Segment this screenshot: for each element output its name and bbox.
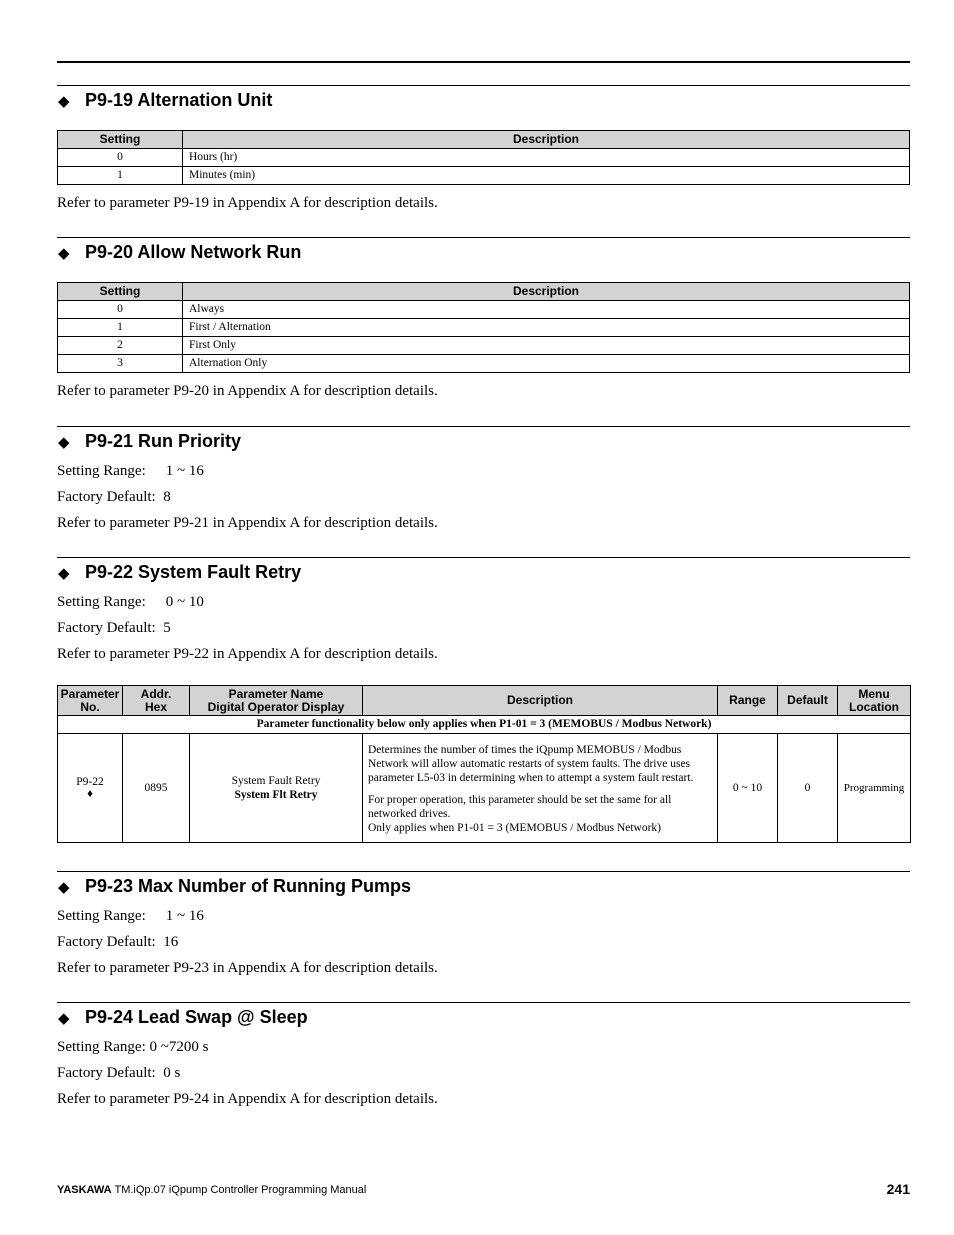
section-title: P9-21 Run Priority bbox=[85, 431, 242, 451]
refer-text: Refer to parameter P9-21 in Appendix A for description details. bbox=[57, 515, 438, 531]
description-cell: Hours (hr) bbox=[183, 149, 910, 167]
network-diamond-icon: ♦ bbox=[87, 788, 93, 800]
refer-text: Refer to parameter P9-19 in Appendix A for description details. bbox=[57, 195, 438, 211]
section-heading bbox=[57, 875, 910, 897]
diamond-icon: ◆ bbox=[58, 245, 70, 262]
footer-manual-title bbox=[57, 1184, 366, 1196]
factory-default-value: 0 s bbox=[163, 1065, 181, 1081]
section-rule bbox=[57, 237, 910, 238]
table-note-row bbox=[58, 716, 911, 734]
top-rule bbox=[57, 61, 910, 63]
table-row bbox=[58, 319, 910, 337]
col-header-description: Description bbox=[183, 131, 910, 149]
factory-default-line bbox=[57, 484, 910, 510]
section-heading bbox=[57, 89, 910, 111]
range-cell: 0 ~ 10 bbox=[718, 734, 778, 843]
setting-range-label: Setting Range: bbox=[57, 463, 146, 479]
page-number: 241 bbox=[886, 1181, 910, 1197]
factory-default-value: 16 bbox=[163, 934, 179, 950]
table-header-row bbox=[58, 686, 911, 716]
section-heading bbox=[57, 241, 910, 263]
col-header-range: Range bbox=[718, 686, 778, 716]
description-cell: First Only bbox=[183, 337, 910, 355]
table-row bbox=[58, 149, 910, 167]
section-heading bbox=[57, 430, 910, 452]
section-title: P9-22 System Fault Retry bbox=[85, 562, 302, 582]
setting-range-line bbox=[57, 903, 910, 929]
factory-default-label: Factory Default: bbox=[57, 489, 156, 505]
section-p9-19 bbox=[57, 85, 910, 216]
col-header-parameter-name: Parameter Name Digital Operator Display bbox=[190, 686, 363, 716]
factory-default-value: 8 bbox=[163, 489, 171, 505]
addr-cell: 0895 bbox=[123, 734, 190, 843]
manual-name: TM.iQp.07 iQpump Controller Programming Manual bbox=[114, 1184, 367, 1196]
parameter-table bbox=[57, 685, 911, 843]
table-note: Parameter functionality below only applies when P1-01 = 3 (MEMOBUS / Modbus Network) bbox=[58, 716, 911, 734]
settings-table bbox=[57, 130, 910, 185]
diamond-icon: ◆ bbox=[58, 434, 70, 451]
setting-range-label: Setting Range: bbox=[57, 908, 146, 924]
default-cell: 0 bbox=[778, 734, 838, 843]
setting-range-label: Setting Range: bbox=[57, 594, 146, 610]
setting-range-value: 0 ~ 10 bbox=[165, 594, 204, 610]
diamond-icon: ◆ bbox=[58, 93, 70, 110]
setting-range-value: 1 ~ 16 bbox=[165, 463, 204, 479]
setting-range-line bbox=[57, 589, 910, 615]
section-rule bbox=[57, 871, 910, 872]
section-title: P9-23 Max Number of Running Pumps bbox=[85, 876, 412, 896]
col-header-setting: Setting bbox=[58, 131, 183, 149]
table-row bbox=[58, 337, 910, 355]
setting-range-line bbox=[57, 458, 910, 484]
factory-default-label: Factory Default: bbox=[57, 1065, 156, 1081]
table-row bbox=[58, 355, 910, 373]
section-title: P9-20 Allow Network Run bbox=[85, 242, 302, 262]
setting-cell: 2 bbox=[58, 337, 183, 355]
factory-default-line bbox=[57, 615, 910, 641]
parameter-name-cell: System Fault Retry System Flt Retry bbox=[190, 734, 363, 843]
section-rule bbox=[57, 426, 910, 427]
section-title: P9-24 Lead Swap @ Sleep bbox=[85, 1007, 308, 1027]
factory-default-label: Factory Default: bbox=[57, 934, 156, 950]
setting-cell: 0 bbox=[58, 301, 183, 319]
description-cell: Alternation Only bbox=[183, 355, 910, 373]
col-header-default: Default bbox=[778, 686, 838, 716]
diamond-icon: ◆ bbox=[58, 1010, 70, 1027]
section-p9-23 bbox=[57, 871, 910, 981]
description-cell: First / Alternation bbox=[183, 319, 910, 337]
diamond-icon: ◆ bbox=[58, 879, 70, 896]
col-header-description: Description bbox=[363, 686, 718, 716]
section-rule bbox=[57, 85, 910, 86]
setting-range-value: 1 ~ 16 bbox=[165, 908, 204, 924]
refer-text: Refer to parameter P9-22 in Appendix A for description details. bbox=[57, 646, 438, 662]
factory-default-value: 5 bbox=[163, 620, 171, 636]
col-header-parameter-no: Parameter No. bbox=[58, 686, 123, 716]
description-cell: Always bbox=[183, 301, 910, 319]
section-title: P9-19 Alternation Unit bbox=[85, 90, 273, 110]
parameter-no-cell: P9-22 ♦ bbox=[58, 734, 123, 843]
col-header-description: Description bbox=[183, 283, 910, 301]
table-row bbox=[58, 167, 910, 185]
factory-default-line bbox=[57, 929, 910, 955]
setting-cell: 0 bbox=[58, 149, 183, 167]
setting-cell: 3 bbox=[58, 355, 183, 373]
menu-location-cell: Programming bbox=[838, 734, 911, 843]
brand-name: YASKAWA bbox=[57, 1184, 112, 1196]
description-cell: Minutes (min) bbox=[183, 167, 910, 185]
description-cell: Determines the number of times the iQpump MEMOBUS / Modbus Network will allow automatic restarts of system faults. The drive uses parameter L5-03 in determining when to attempt a system fault restart. For proper operation, this parameter should be set the same for all networked drives. Only applies when P1-01 = 3 (MEMOBUS / Modbus Network) bbox=[363, 734, 718, 843]
col-header-setting: Setting bbox=[58, 283, 183, 301]
setting-cell: 1 bbox=[58, 167, 183, 185]
table-row bbox=[58, 734, 911, 843]
section-p9-22 bbox=[57, 557, 910, 843]
col-header-addr-hex: Addr. Hex bbox=[123, 686, 190, 716]
setting-cell: 1 bbox=[58, 319, 183, 337]
section-rule bbox=[57, 557, 910, 558]
section-p9-24 bbox=[57, 1002, 910, 1112]
table-header-row bbox=[58, 131, 910, 149]
section-rule bbox=[57, 1002, 910, 1003]
refer-text: Refer to parameter P9-24 in Appendix A for description details. bbox=[57, 1091, 438, 1107]
page-footer bbox=[57, 1181, 910, 1199]
col-header-menu-location: Menu Location bbox=[838, 686, 911, 716]
table-header-row bbox=[58, 283, 910, 301]
section-p9-21 bbox=[57, 426, 910, 536]
section-p9-20 bbox=[57, 237, 910, 404]
table-row bbox=[58, 301, 910, 319]
settings-table bbox=[57, 282, 910, 373]
section-heading bbox=[57, 561, 910, 583]
factory-default-label: Factory Default: bbox=[57, 620, 156, 636]
operator-display: System Flt Retry bbox=[234, 789, 318, 801]
refer-text: Refer to parameter P9-20 in Appendix A for description details. bbox=[57, 383, 438, 399]
refer-text: Refer to parameter P9-23 in Appendix A for description details. bbox=[57, 960, 438, 976]
setting-range-line: Setting Range: 0 ~7200 s bbox=[57, 1039, 209, 1055]
section-heading bbox=[57, 1006, 910, 1028]
factory-default-line bbox=[57, 1060, 910, 1086]
diamond-icon: ◆ bbox=[58, 565, 70, 582]
